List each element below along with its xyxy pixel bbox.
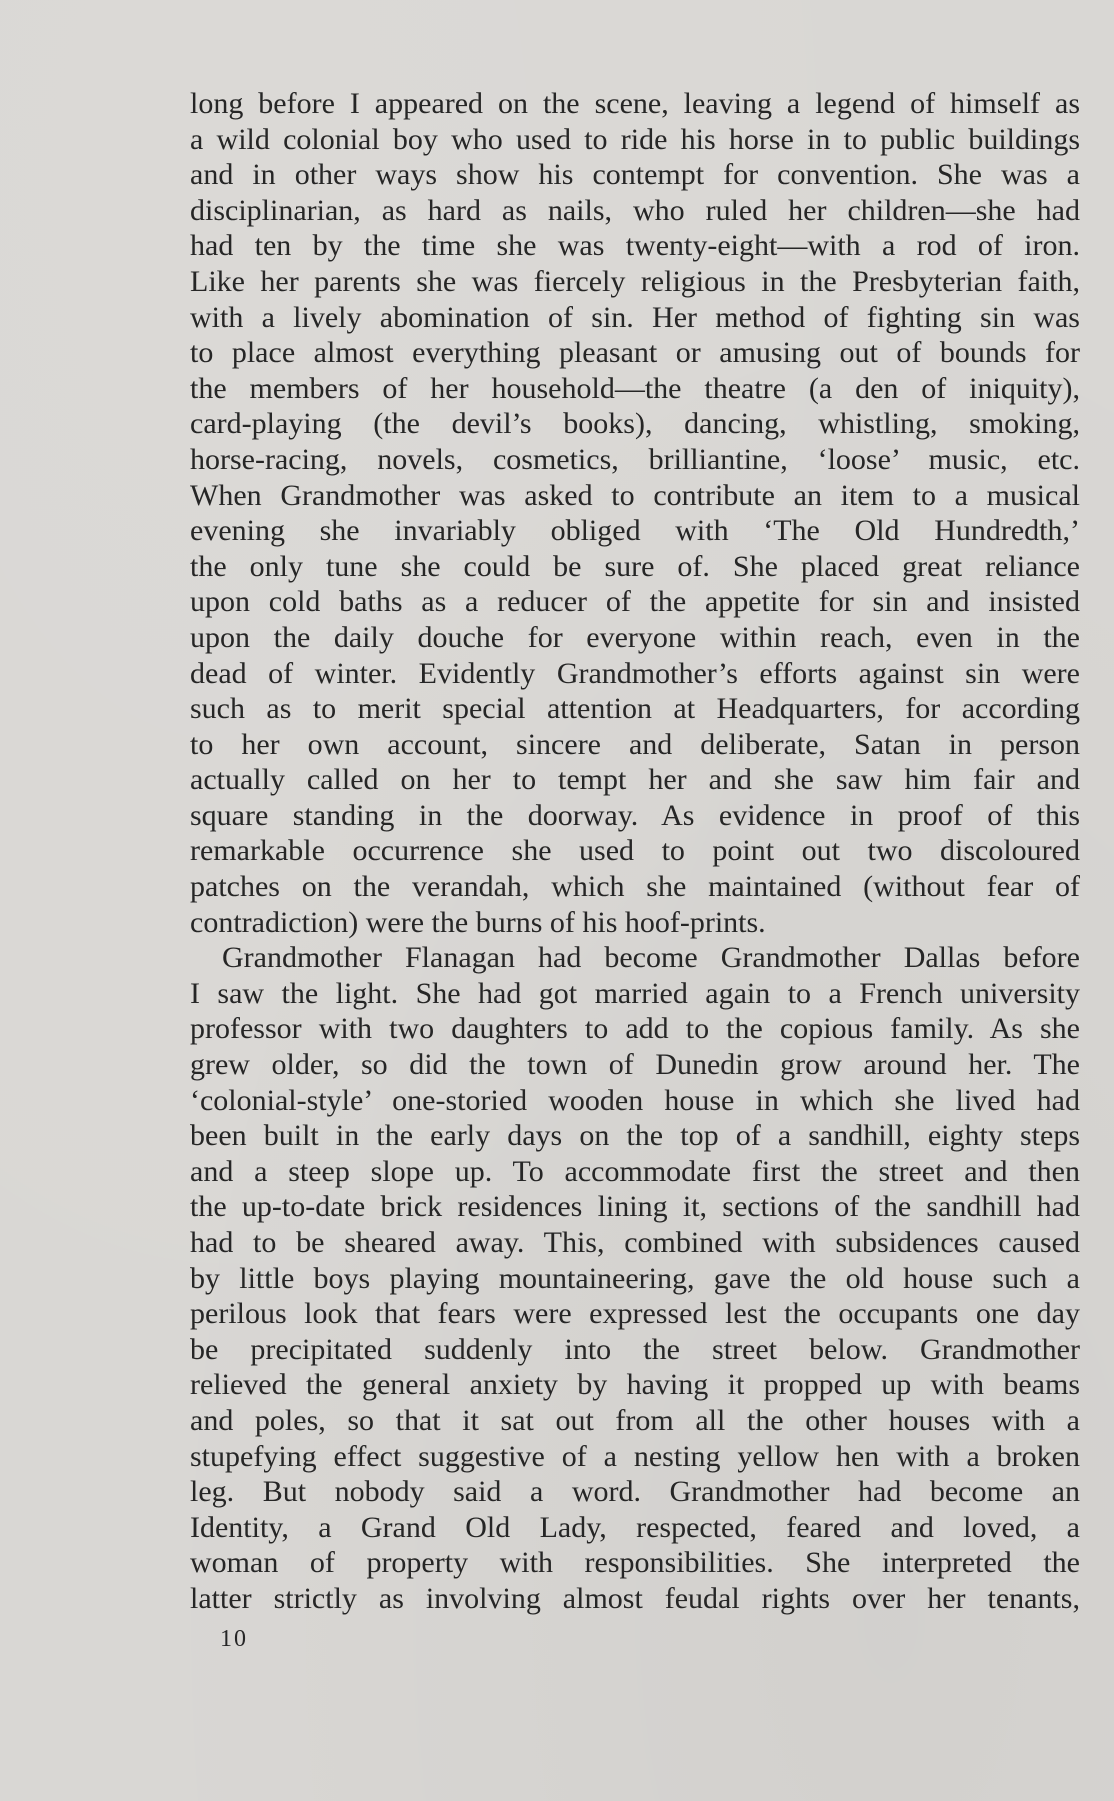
text-line: square standing in the doorway. As evidence in proof of this bbox=[190, 798, 1080, 832]
text-line: perilous look that fears were expressed lest the occupants one day bbox=[190, 1297, 1080, 1331]
text-line: upon the daily douche for everyone within reach, even in the bbox=[190, 620, 1080, 654]
text-line: disciplinarian, as hard as nails, who ruled her children—she had bbox=[190, 193, 1080, 227]
text-line: dead of winter. Evidently Grandmother’s efforts against sin were bbox=[190, 656, 1080, 690]
text-line: and in other ways show his contempt for convention. She was a bbox=[190, 158, 1080, 192]
text-line: had ten by the time she was twenty-eight—with a rod of iron. bbox=[190, 229, 1080, 263]
text-line: the only tune she could be sure of. She placed great reliance bbox=[190, 549, 1080, 583]
text-line: with a lively abomination of sin. Her method of fighting sin was bbox=[190, 300, 1080, 334]
text-line: the members of her household—the theatre (a den of iniquity), bbox=[190, 371, 1080, 405]
page-number: 10 bbox=[220, 1626, 248, 1652]
text-line: actually called on her to tempt her and she saw him fair and bbox=[190, 763, 1080, 797]
text-line: woman of property with responsibilities. She interpreted the bbox=[190, 1546, 1080, 1580]
text-line: Grandmother Flanagan had become Grandmother Dallas before bbox=[222, 941, 1080, 975]
text-line: be precipitated suddenly into the street below. Grandmother bbox=[190, 1332, 1080, 1366]
paragraph-2 bbox=[190, 940, 1080, 1616]
text-line: Like her parents she was fiercely religious in the Presbyterian faith, bbox=[190, 264, 1080, 298]
text-line: stupefying effect suggestive of a nesting yellow hen with a broken bbox=[190, 1439, 1080, 1473]
text-line: remarkable occurrence she used to point out two discoloured bbox=[190, 834, 1080, 868]
text-line: the up-to-date brick residences lining it, sections of the sandhill had bbox=[190, 1190, 1080, 1224]
text-line: grew older, so did the town of Dunedin grow around her. The bbox=[190, 1048, 1080, 1082]
text-line: evening she invariably obliged with ‘The Old Hundredth,’ bbox=[190, 514, 1080, 548]
text-line: had to be sheared away. This, combined with subsidences caused bbox=[190, 1226, 1080, 1259]
text-line: patches on the verandah, which she maintained (without fear of bbox=[190, 870, 1080, 904]
text-line: been built in the early days on the top of a sandhill, eighty steps bbox=[190, 1119, 1080, 1153]
text-line: professor with two daughters to add to the copious family. As she bbox=[190, 1012, 1080, 1046]
text-line: latter strictly as involving almost feudal rights over her tenants, bbox=[190, 1581, 1080, 1615]
text-line: horse-racing, novels, cosmetics, brilliantine, ‘loose’ music, etc. bbox=[190, 442, 1080, 476]
text-line: When Grandmother was asked to contribute an item to a musical bbox=[190, 478, 1080, 512]
text-line: long before I appeared on the scene, leaving a legend of himself as bbox=[190, 87, 1080, 120]
text-line: and a steep slope up. To accommodate first the street and then bbox=[190, 1154, 1080, 1188]
text-line: to her own account, sincere and deliberate, Satan in person bbox=[190, 727, 1080, 761]
text-line: card-playing (the devil’s books), dancing, whistling, smoking, bbox=[190, 407, 1080, 441]
text-line: and poles, so that it sat out from all the other houses with a bbox=[190, 1403, 1080, 1437]
text-line: leg. But nobody said a word. Grandmother had become an bbox=[190, 1475, 1080, 1509]
text-line: a wild colonial boy who used to ride his horse in to public buildings bbox=[190, 122, 1080, 156]
text-line: contradiction) were the burns of his hoof-prints. bbox=[190, 905, 766, 939]
text-line: by little boys playing mountaineering, gave the old house such a bbox=[190, 1261, 1080, 1295]
text-line: Identity, a Grand Old Lady, respected, feared and loved, a bbox=[190, 1510, 1080, 1544]
body-text bbox=[190, 86, 1080, 1617]
text-line: such as to merit special attention at Headquarters, for according bbox=[190, 692, 1080, 726]
text-line: upon cold baths as a reducer of the appetite for sin and insisted bbox=[190, 585, 1080, 619]
text-line: to place almost everything pleasant or amusing out of bounds for bbox=[190, 336, 1080, 370]
text-line: relieved the general anxiety by having it propped up with beams bbox=[190, 1368, 1080, 1402]
paragraph-1 bbox=[190, 86, 1080, 940]
text-line: ‘colonial-style’ one-storied wooden house in which she lived had bbox=[190, 1083, 1080, 1117]
text-line: I saw the light. She had got married again to a French university bbox=[190, 976, 1080, 1010]
